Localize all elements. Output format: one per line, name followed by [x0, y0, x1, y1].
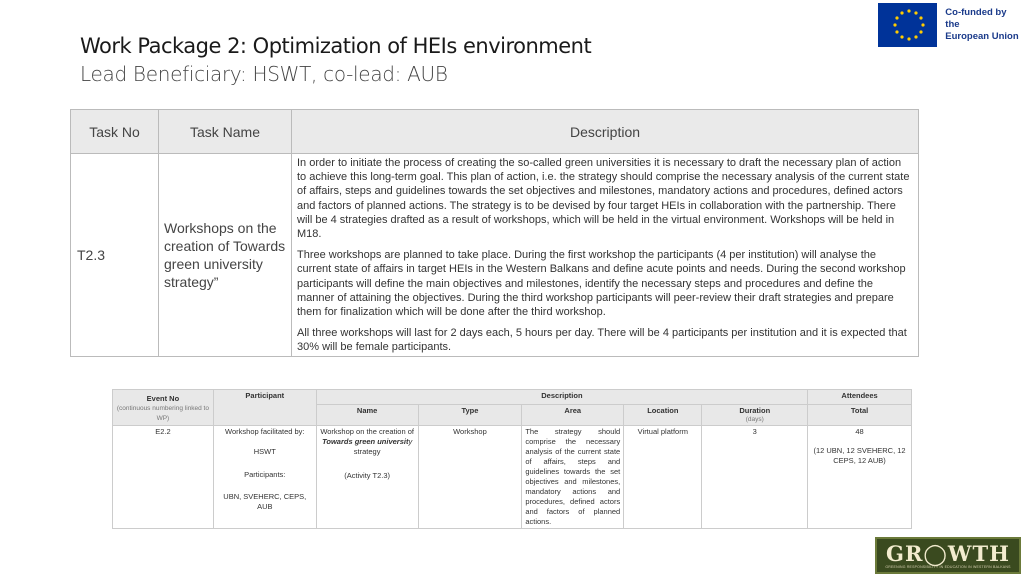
growth-logo — [875, 537, 1021, 574]
table-row — [71, 154, 919, 357]
event-location: Virtual platform — [624, 426, 702, 529]
attendees-total-value: 48 — [855, 427, 864, 436]
event-participant — [213, 426, 316, 529]
task-table-header — [71, 110, 919, 154]
events-table — [112, 389, 912, 529]
eu-flag-icon — [878, 3, 937, 47]
event-name — [316, 426, 418, 529]
header-attendees: Attendees — [808, 390, 912, 405]
description-paragraph-2: Three workshops are planned to take place. During the first workshop the participants (4 per institution) will analyse the current state of affairs in target HEIs in the Western Balkans and define acute points and needs. During the second workshop participants will define the main objectives and milestones, identify the necessary steps and procedures and define the manner of attaining the objectives. During the third workshop participants will peer-review their draft strategies and prepare them for finalization which will be done after the third workshop. — [297, 249, 906, 319]
event-no: E2.2 — [113, 426, 214, 529]
duration-label: Duration — [739, 406, 771, 415]
page-title: Work Package 2: Optimization of HEIs environment — [80, 34, 592, 58]
participant-line-3: Participants: — [244, 470, 286, 479]
header-total: Total — [808, 405, 912, 426]
task-table — [70, 109, 919, 357]
task-description — [292, 154, 919, 357]
participant-line-4: UBN, SVEHERC, CEPS, AUB — [223, 492, 307, 511]
description-paragraph-3: All three workshops will last for 2 days each, 5 hours per day. There will be 4 participants per institution and it is expected that 30% will be female participants. — [297, 327, 907, 354]
event-duration-value: 3 — [752, 427, 757, 436]
eu-text-line2: European Union — [945, 31, 1019, 42]
header-task-name: Task Name — [159, 110, 292, 154]
event-attendees-total — [808, 426, 912, 529]
participant-line-2: HSWT — [253, 447, 276, 456]
event-no-label: Event No — [146, 394, 180, 403]
header-location: Location — [624, 405, 702, 426]
description-paragraph-1: In order to initiate the process of creating the so-called green universities it is necessary to draft the necessary plan of action to achieve this long-term goal. This plan of action, i.e. the strategy should comprise the necessary analysis of the current state of affairs, steps and guidelines towards the set objectives and milestones, mandatory actions and procedures, defined actors and factors of planned actions. The strategy is to be devised by four target HEIs in collaboration with the partnership. There will be 4 strategies drafted as a result of workshops, which will be held in the virtual environment. Workshops will be held in M18. — [297, 157, 910, 241]
header-area: Area — [522, 405, 624, 426]
event-name-part-c: y — [408, 437, 413, 446]
page-subtitle: Lead Beneficiary: HSWT, co-lead: AUB — [80, 62, 448, 86]
growth-logo-tagline: GREENING RESPONSIBILITY IN EDUCATION IN WESTERN BALKANS — [885, 564, 1011, 569]
table-row — [113, 426, 912, 529]
event-name-part-a: Workshop on the creation of — [320, 427, 414, 436]
eu-text-line1: Co-funded by the — [945, 7, 1007, 30]
header-type: Type — [418, 405, 522, 426]
event-name-part-b: Towards green universit — [322, 437, 409, 446]
header-event-no — [113, 390, 214, 426]
header-name: Name — [316, 405, 418, 426]
header-description-group: Description — [316, 390, 807, 405]
event-name-part-d: strategy — [353, 447, 381, 456]
eu-cofunded-logo — [878, 3, 1020, 47]
growth-logo-word: GR◯WTH — [886, 540, 1010, 566]
event-no-note: (continuous numbering linked to WP) — [116, 405, 209, 422]
event-area: The strategy should comprise the necessary analysis of the current state of affairs, steps and guidelines towards the set objectives and milestones, mandatory actions and procedures, defined actors and factors of planned actions. — [522, 426, 624, 529]
task-name: Workshops on the creation of Towards green university strategy” — [159, 154, 292, 357]
task-no: T2.3 — [71, 154, 159, 357]
header-task-no: Task No — [71, 110, 159, 154]
header-description: Description — [292, 110, 919, 154]
events-header-row-1 — [113, 390, 912, 405]
header-participant: Participant — [213, 390, 316, 426]
participant-line-1: Workshop facilitated by: — [225, 427, 305, 436]
event-duration — [702, 426, 808, 529]
attendees-total-detail: (12 UBN, 12 SVEHERC, 12 CEPS, 12 AUB) — [813, 446, 906, 465]
event-type: Workshop — [418, 426, 522, 529]
event-name-part-e: (Activity T2.3) — [344, 471, 390, 480]
